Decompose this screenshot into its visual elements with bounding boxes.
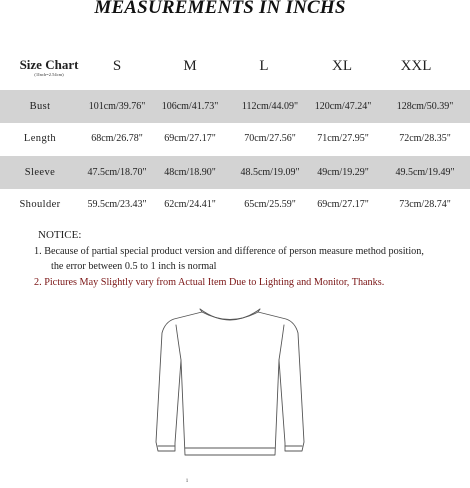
cell-length-xxl: 72cm/28.35" — [399, 133, 451, 144]
notice-item-2: 2. Pictures May Slightly vary from Actual Item Due to Lighting and Monitor, Thanks. — [34, 276, 385, 288]
cell-sleeve-m: 48cm/18.90" — [164, 167, 216, 178]
row-shoulder — [0, 188, 470, 221]
size-xxl: XXL — [400, 58, 432, 74]
size-m: M — [183, 58, 197, 74]
page-title: MEASUREMENTS IN INCHS — [94, 0, 346, 18]
cell-shoulder-s: 59.5cm/23.43" — [87, 199, 147, 210]
cell-sleeve-l: 48.5cm/19.09" — [240, 167, 300, 178]
cell-sleeve-s: 47.5cm/18.70" — [87, 167, 147, 178]
size-l: L — [259, 58, 269, 74]
cell-bust-s: 101cm/39.76" — [88, 101, 146, 112]
notice-item-1: 1. Because of partial special product version and difference of person measure method position, — [34, 245, 424, 257]
notice-item-1-continued: the error between 0.5 to 1 inch is normal — [51, 261, 217, 272]
cell-bust-m: 106cm/41.73" — [161, 101, 219, 112]
row-sleeve — [0, 156, 470, 189]
row-length — [0, 122, 470, 155]
notice-section — [34, 228, 454, 290]
cell-bust-xxl: 128cm/50.39" — [396, 101, 454, 112]
cell-length-s: 68cm/26.78" — [91, 133, 143, 144]
cell-bust-xl: 120cm/47.24" — [314, 101, 372, 112]
cell-length-m: 69cm/27.17" — [164, 133, 216, 144]
cell-sleeve-xl: 49cm/19.29" — [317, 167, 369, 178]
row-bust — [0, 90, 470, 123]
cell-shoulder-l: 65cm/25.59" — [244, 199, 296, 210]
row-label-shoulder: Shoulder — [19, 199, 61, 210]
row-label-bust: Bust — [29, 101, 51, 112]
row-label-sleeve: Sleeve — [24, 167, 56, 178]
cell-sleeve-xxl: 49.5cm/19.49" — [395, 167, 455, 178]
cell-shoulder-xxl: 73cm/28.74" — [399, 199, 451, 210]
page-number: 1 — [185, 479, 189, 484]
row-label-length: Length — [23, 133, 57, 144]
size-chart-label — [14, 58, 84, 78]
size-xl: XL — [332, 58, 352, 74]
cell-shoulder-m: 62cm/24.41" — [164, 199, 216, 210]
sweatshirt-outline-icon — [155, 305, 305, 465]
size-chart-conversion: (1Inch=2.54cm) — [34, 72, 64, 77]
size-s: S — [112, 58, 122, 74]
cell-length-xl: 71cm/27.95" — [317, 133, 369, 144]
notice-heading: NOTICE: — [38, 229, 82, 241]
cell-length-l: 70cm/27.56" — [244, 133, 296, 144]
cell-bust-l: 112cm/44.09" — [241, 101, 299, 112]
size-chart-title: Size Chart — [19, 57, 79, 72]
size-header-row — [0, 52, 470, 90]
cell-shoulder-xl: 69cm/27.17" — [317, 199, 369, 210]
